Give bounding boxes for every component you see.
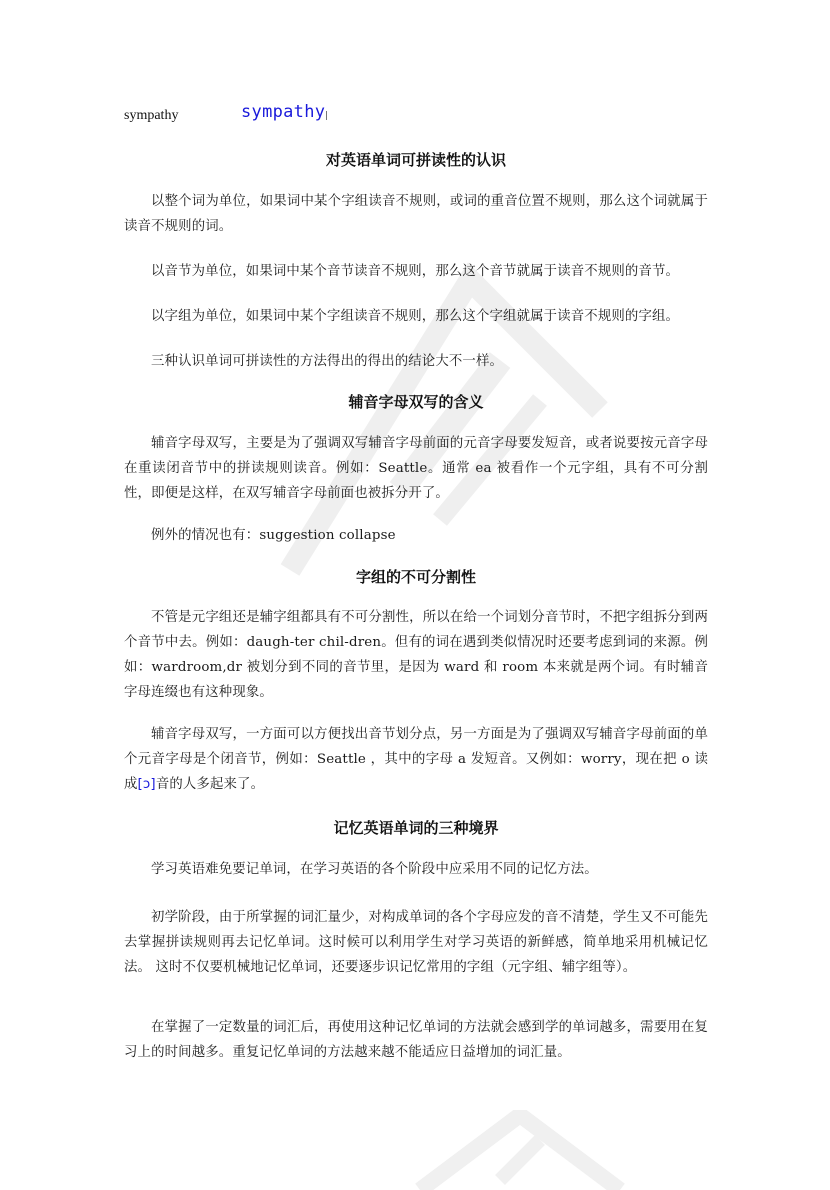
paragraph: 以整个词为单位，如果词中某个字组读音不规则，或词的重音位置不规则，那么这个词就属于读音不规则的词。 — [124, 194, 708, 234]
paragraph: 学习英语难免要记单词，在学习英语的各个阶段中应采用不同的记忆方法。 — [151, 862, 598, 877]
paragraph: 不管是元字组还是辅字组都具有不可分割性，所以在给一个词划分音节时，不把字组拆分到两个音节中去。例如：daugh-ter chil-dren。但有的词在遇到类似情况时还要考虑到词的来源。例如：wardroom,dr 被划分到不同的音节里，是因为 ward 和 room 本来就是两个词。有时辅音字母连缀也有这种现象。 — [124, 610, 708, 700]
paragraph: 初学阶段，由于所掌握的词汇量少，对构成单词的各个字母应发的音不清楚，学生又不可能先去掌握拼读规则再去记忆单词。这时候可以利用学生对学习英语的新鲜感，简单地采用机械记忆法。 这时不仅要机械地记忆单词，还要逐步识记忆常用的字组（元字组、辅字组等）。 — [124, 910, 708, 975]
word-plain: sympathy — [124, 108, 179, 123]
paragraph: 在掌握了一定数量的词汇后，再使用这种记忆单词的方法就会感到学的单词越多，需要用在复习上的时间越多。重复记忆单词的方法越来越不能适应日益增加的词汇量。 — [124, 1020, 708, 1060]
paragraph — [124, 722, 708, 797]
paragraph: 以音节为单位，如果词中某个音节读音不规则，那么这个音节就属于读音不规则的音节。 — [151, 264, 680, 279]
section-title-4: 记忆英语单词的三种境界 — [333, 819, 499, 837]
word-phonetic-text: sympathy — [241, 102, 326, 122]
paragraph: 以字组为单位，如果词中某个字组读音不规则，那么这个字组就属于读音不规则的字组。 — [151, 309, 680, 324]
paragraph: 三种认识单词可拼读性的方法得出的得出的结论大不一样。 — [151, 354, 504, 369]
paragraph: 例外的情况也有：suggestion collapse — [151, 528, 396, 543]
word-phonetic — [241, 102, 327, 122]
text-cursor — [326, 111, 327, 120]
section-title-3: 字组的不可分割性 — [355, 568, 476, 586]
section-title-2: 辅音字母双写的含义 — [348, 393, 484, 411]
paragraph: 辅音字母双写，主要是为了强调双写辅音字母前面的元音字母要发短音，或者说要按元音字母在重读闭音节中的拼读规则读音。例如：Seattle。通常 ea 被看作一个元字组，具有不可分割性，即便是这样，在双写辅音字母前面也被拆分开了。 — [124, 436, 708, 501]
paragraph-tail: 音的人多起来了。 — [155, 777, 265, 792]
phonetic-symbol: [ɔ] — [137, 777, 156, 792]
paragraph-text: 辅音字母双写，一方面可以方便找出音节划分点，另一方面是为了强调双写辅音字母前面的单个元音字母是个闭音节，例如：Seattle ，其中的字母 a 发短音。又例如：worry，现在把 o 读成 — [124, 727, 708, 792]
section-title-1: 对英语单词可拼读性的认识 — [325, 151, 506, 169]
word-header — [124, 104, 708, 130]
watermark-graphic-bottom — [380, 1110, 640, 1190]
